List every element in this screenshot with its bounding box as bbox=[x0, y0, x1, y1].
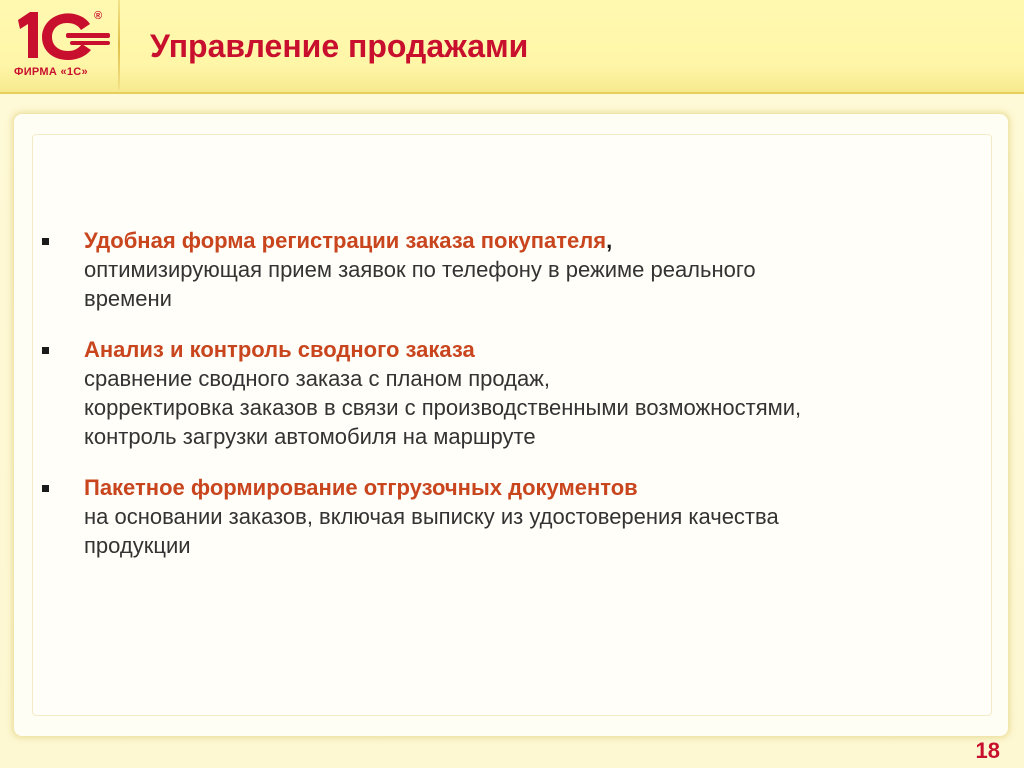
item-heading: Пакетное формирование отгрузочных документов bbox=[84, 475, 638, 500]
item-heading: Анализ и контроль сводного заказа bbox=[84, 337, 475, 362]
bullet-square-icon bbox=[42, 238, 49, 245]
item-heading-line bbox=[84, 473, 980, 502]
header-bar bbox=[0, 0, 1024, 94]
bullet-list bbox=[40, 226, 980, 582]
item-heading: Удобная форма регистрации заказа покупателя bbox=[84, 228, 607, 253]
bullet-square-icon bbox=[42, 347, 49, 354]
header-divider bbox=[118, 0, 120, 90]
item-heading-line bbox=[84, 226, 980, 255]
list-item bbox=[40, 473, 980, 560]
item-text-line: контроль загрузки автомобиля на маршруте bbox=[84, 424, 536, 449]
list-item bbox=[40, 335, 980, 451]
bullet-square-icon bbox=[42, 485, 49, 492]
item-text-line: на основании заказов, включая выписку из удостоверения качества bbox=[84, 504, 779, 529]
list-item bbox=[40, 226, 980, 313]
logo-subtitle: ФИРМА «1С» bbox=[14, 66, 88, 78]
item-heading-line bbox=[84, 335, 980, 364]
page-title: Управление продажами bbox=[150, 28, 529, 64]
item-text-line: оптимизирующая прием заявок по телефону в режиме реального bbox=[84, 257, 756, 282]
item-text-line: продукции bbox=[84, 533, 191, 558]
item-text-line: времени bbox=[84, 286, 172, 311]
item-heading-comma: , bbox=[606, 228, 613, 253]
registered-mark: ® bbox=[94, 10, 103, 22]
item-text-line: сравнение сводного заказа с планом продаж, bbox=[84, 366, 551, 391]
page-number: 18 bbox=[975, 738, 1000, 763]
item-text-line: корректировка заказов в связи с производственными возможностями, bbox=[84, 395, 802, 420]
